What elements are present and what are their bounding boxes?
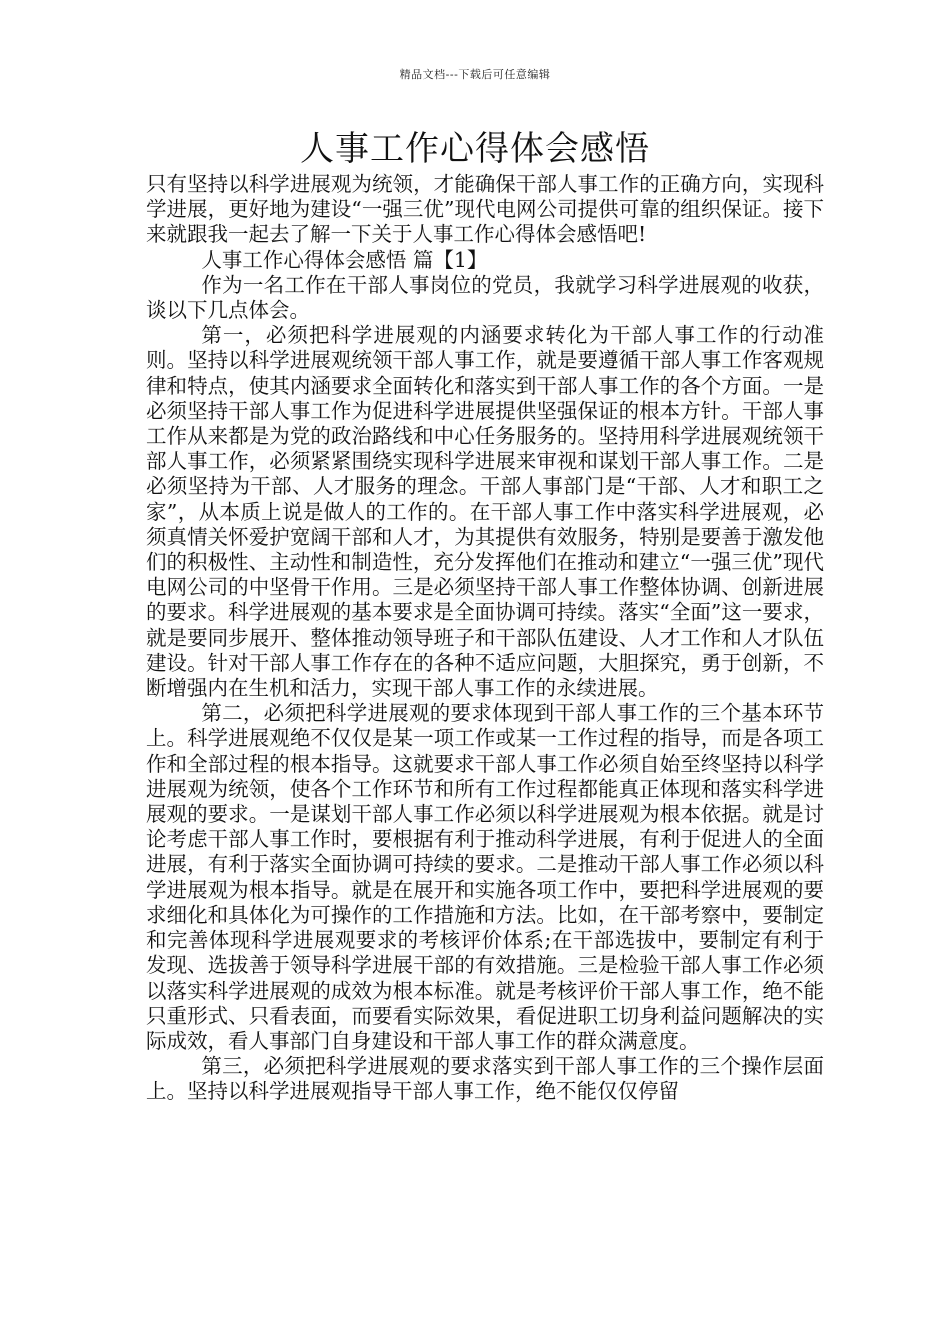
body-paragraph: 第二，必须把科学进展观的要求体现到干部人事工作的三个基本环节上。科学进展观绝不仅仅是某一项工作或某一工作过程的指导，而是各项工作和全部过程的根本指导。这就要求干部人事工作必须自始至终坚持以科学进展观为统领，使各个工作环节和所有工作过程都能真正体现和落实科学进展观的要求。一是谋划干部人事工作必须以科学进展观为根本依据。就是讨论考虑干部人事工作时，要根据有利于推动科学进展，有利于促进人的全面进展，有利于落实全面协调可持续的要求。二是推动干部人事工作必须以科学进展观为根本指导。就是在展开和实施各项工作中，要把科学进展观的要求细化和具体化为可操作的工作措施和方法。比如，在干部考察中，要制定和完善体现科学进展观要求的考核评价体系;在干部选拔中，要制定有利于发现、选拔善于领导科学进展干部的有效措施。三是检验干部人事工作必须以落实科学进展观的成效为根本标准。就是考核评价干部人事工作，绝不能只重形式、只看表面，而要看实际效果，看促进职工切身利益问题解决的实际成效，看人事部门自身建设和干部人事工作的群众满意度。 [146, 701, 824, 1053]
body-paragraph: 第三，必须把科学进展观的要求落实到干部人事工作的三个操作层面上。坚持以科学进展观指导干部人事工作，绝不能仅仅停留 [146, 1054, 824, 1104]
section-heading: 人事工作心得体会感悟 篇【1】 [201, 247, 488, 272]
intro-paragraph: 只有坚持以科学进展观为统领，才能确保干部人事工作的正确方向，实现科学进展，更好地为建设“一强三优”现代电网公司提供可靠的组织保证。接下来就跟我一起去了解一下关于人事工作心得体会感悟吧! [146, 172, 824, 247]
body-paragraph: 第一，必须把科学进展观的内涵要求转化为干部人事工作的行动准则。坚持以科学进展观统领干部人事工作，就是要遵循干部人事工作客观规律和特点，使其内涵要求全面转化和落实到干部人事工作的各个方面。一是必须坚持干部人事工作为促进科学进展提供坚强保证的根本方针。干部人事工作从来都是为党的政治路线和中心任务服务的。坚持用科学进展观统领干部人事工作，必须紧紧围绕实现科学进展来审视和谋划干部人事工作。二是必须坚持为干部、人才服务的理念。干部人事部门是“干部、人才和职工之家”，从本质上说是做人的工作的。在干部人事工作中落实科学进展观，必须真情关怀爱护宽阔干部和人才，为其提供有效服务，特别是要善于激发他们的积极性、主动性和制造性，充分发挥他们在推动和建立“一强三优”现代电网公司的中坚骨干作用。三是必须坚持干部人事工作整体协调、创新进展的要求。科学进展观的基本要求是全面协调可持续。落实“全面”这一要求，就是要同步展开、整体推动领导班子和干部队伍建设、人才工作和人才队伍建设。针对干部人事工作存在的各种不适应问题，大胆探究，勇于创新，不断增强内在生机和活力，实现干部人事工作的永续进展。 [146, 323, 824, 701]
document-title: 人事工作心得体会感悟 [300, 129, 650, 169]
document-header-note: 精品文档---下载后可任意编辑 [399, 68, 551, 81]
body-paragraph: 作为一名工作在干部人事岗位的党员，我就学习科学进展观的收获，谈以下几点体会。 [146, 272, 824, 323]
document-body [146, 172, 824, 1105]
